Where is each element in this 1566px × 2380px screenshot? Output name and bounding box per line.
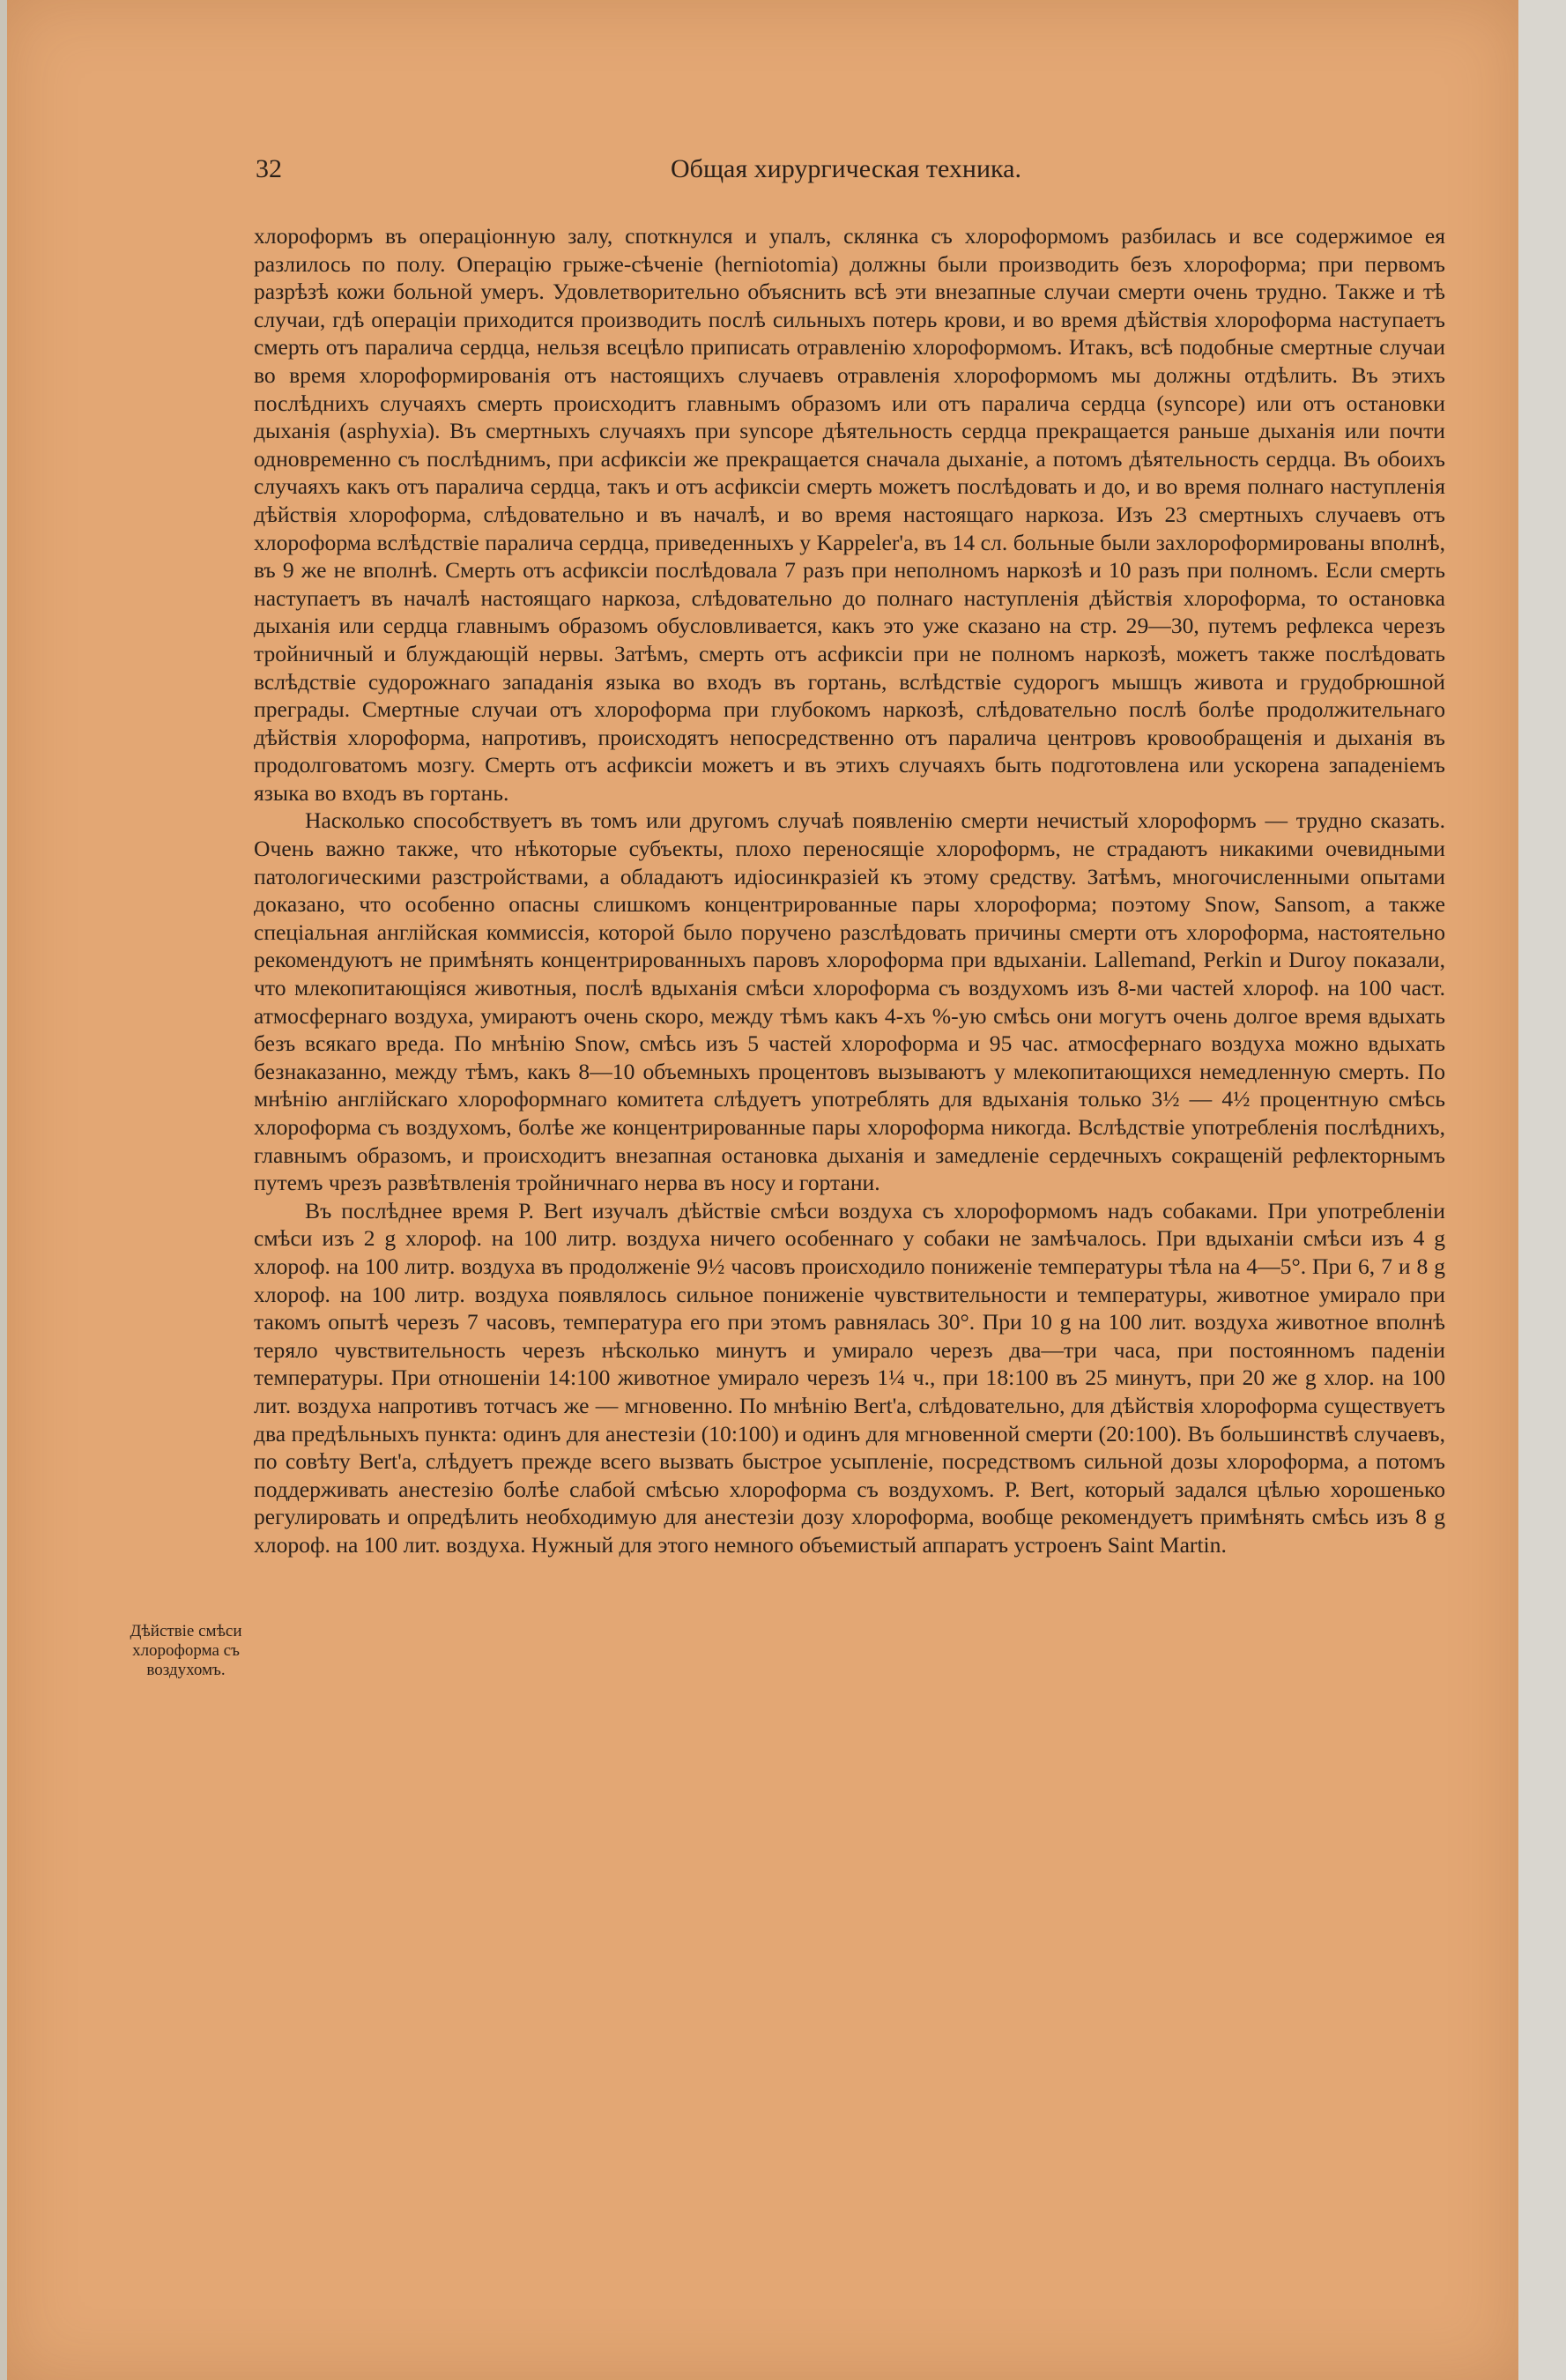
body-text (254, 222, 1445, 1559)
margin-note: Дѣйствіе смѣси хлороформа съ воздухомъ. (130, 1622, 242, 1679)
scan-edge (1518, 0, 1566, 2380)
paragraph: Въ послѣднее время P. Bert изучалъ дѣйствіе смѣси воздуха съ хлороформомъ надъ собаками. При употребленіи смѣси изъ 2 g хлороф. на 100 литр. воздуха ничего особеннаго у собаки не замѣчалось. При вдыханіи смѣси изъ 4 g хлороф. на 100 литр. воздуха въ продолженіе 9½ часовъ происходило пониженіе температуры тѣла на 4—5°. При 6, 7 и 8 g хлороф. на 100 литр. воздуха появлялось сильное пониженіе чувствительности и температуры, животное умирало при такомъ опытѣ черезъ 7 часовъ, температура его при этомъ равнялась 30°. При 10 g на 100 лит. воздуха животное вполнѣ теряло чувствительность черезъ нѣсколько минутъ и умирало черезъ два—три часа, при постоянномъ паденіи температуры. При отношеніи 14:100 животное умирало черезъ 1¼ ч., при 18:100 въ 25 минутъ, при 20 же g хлор. на 100 лит. воздуха напротивъ тотчасъ же — мгновенно. По мнѣнію Bert'а, слѣдовательно, для дѣйствія хлороформа существуетъ два предѣльныхъ пункта: одинъ для анестезіи (10:100) и одинъ для мгновенной смерти (20:100). Въ большинствѣ случаевъ, по совѣту Bert'а, слѣдуетъ прежде всего вызвать быстрое усыпленіе, посредствомъ сильной дозы хлороформа, а потомъ поддерживать анестезію болѣе слабой смѣсью хлороформа съ воздухомъ. P. Bert, который задался цѣлью хорошенько регулировать и опредѣлить необходимую для анестезіи дозу хлороформа, вообще рекомендуетъ примѣнять смѣсь изъ 8 g хлороф. на 100 лит. воздуха. Нужный для этого немного объемистый аппаратъ устроенъ Saint Martin. (254, 1197, 1445, 1558)
running-title: Общая хирургическая техника. (671, 154, 1021, 183)
paragraph: хлороформъ въ операціонную залу, споткнулся и упалъ, склянка съ хлороформомъ разбилась и все содержимое ея разлилось по полу. Операцію грыже-сѣченіе (herniotomia) должны были производить безъ хлороформа; при первомъ разрѣзѣ кожи больной умеръ. Удовлетворительно объяснить всѣ эти внезапные случаи смерти очень трудно. Также и тѣ случаи, гдѣ операціи приходится производить послѣ сильныхъ потерь крови, и во время дѣйствія хлороформа наступаетъ смерть отъ паралича сердца, нельзя всецѣло приписать отравленію хлороформомъ. Итакъ, всѣ подобные смертные случаи во время хлороформированія отъ настоящихъ случаевъ отравленія хлороформомъ мы должны отдѣлить. Въ этихъ послѣднихъ случаяхъ смерть происходитъ главнымъ образомъ или отъ паралича сердца (syncope) или отъ остановки дыханія (asphyxia). Въ смертныхъ случаяхъ при syncope дѣятельность сердца прекращается раньше дыханія или почти одновременно съ послѣднимъ, при асфиксіи же прекращается сначала дыханіе, а потомъ дѣятельность сердца. Въ обоихъ случаяхъ какъ отъ паралича сердца, такъ и отъ асфиксіи смерть можетъ послѣдовать и до, и во время полнаго наступленія дѣйствія хлороформа, слѣдовательно и въ началѣ, и во время настоящаго наркоза. Изъ 23 смертныхъ случаевъ отъ хлороформа вслѣдствіе паралича сердца, приведенныхъ у Kappeler'а, въ 14 сл. больные были захлороформированы вполнѣ, въ 9 же не вполнѣ. Смерть отъ асфиксіи послѣдовала 7 разъ при неполномъ наркозѣ и 10 разъ при полномъ. Если смерть наступаетъ въ началѣ настоящаго наркоза, слѣдовательно до полнаго наступленія дѣйствія хлороформа, то остановка дыханія или сердца главнымъ образомъ обусловливается, какъ это уже сказано на стр. 29—30, путемъ рефлекса черезъ тройничный и блуждающій нервы. Затѣмъ, смерть отъ асфиксіи при не полномъ наркозѣ, можетъ также послѣдовать вслѣдствіе судорожнаго западанія языка во входъ въ гортань, вслѣдствіе судорогъ мышцъ живота и грудобрюшной преграды. Смертные случаи отъ хлороформа при глубокомъ наркозѣ, слѣдовательно послѣ болѣе продолжительнаго дѣйствія хлороформа, напротивъ, происходятъ непосредственно отъ паралича центровъ кровообращенія и дыханія въ продолговатомъ мозгу. Смерть отъ асфиксіи можетъ и въ этихъ случаяхъ быть подготовлена или ускорена западеніемъ языка во входъ въ гортань. (254, 223, 1445, 806)
paragraph: Насколько способствуетъ въ томъ или другомъ случаѣ появленію смерти нечистый хлороформъ — трудно сказать. Очень важно также, что нѣкоторые субъекты, плохо переносящіе хлороформъ, не страдаютъ никакими очевидными патологическими разстройствами, а обладаютъ идіосинкразіей къ этому средству. Затѣмъ, многочисленными опытами доказано, что особенно опасны слишкомъ концентрированные пары хлороформа; поэтому Snow, Sansom, а также спеціальная англійская коммиссія, которой было поручено разслѣдовать причины смерти отъ хлороформа, настоятельно рекомендуютъ не примѣнять концентрированныхъ паровъ хлороформа при вдыханіи. Lallemand, Perkin и Duroy показали, что млекопитающіяся животныя, послѣ вдыханія смѣси хлороформа съ воздухомъ изъ 8-ми частей хлороф. на 100 част. атмосфернаго воздуха, умираютъ очень скоро, между тѣмъ какъ 4-хъ %-ую смѣсь они могутъ очень долгое время вдыхать безъ всякаго вреда. По мнѣнію Snow, смѣсь изъ 5 частей хлороформа и 95 час. атмосфернаго воздуха можно вдыхать безнаказанно, между тѣмъ, какъ 8—10 объемныхъ процентовъ вызываютъ у млекопитающихся немедленную смерть. По мнѣнію англійскаго хлороформнаго комитета слѣдуетъ употреблять для вдыханія только 3½ — 4½ процентную смѣсь хлороформа съ воздухомъ, болѣе же концентрированные пары хлороформа никогда. Вслѣдствіе употребленія послѣднихъ, главнымъ образомъ, и происходитъ внезапная остановка дыханія и замедленіе сердечныхъ сокращеній рефлекторнымъ путемъ чрезъ развѣтвленія тройничнаго нерва въ носу и гортани. (254, 807, 1445, 1196)
page-header (247, 154, 1445, 198)
page-number: 32 (256, 154, 282, 183)
